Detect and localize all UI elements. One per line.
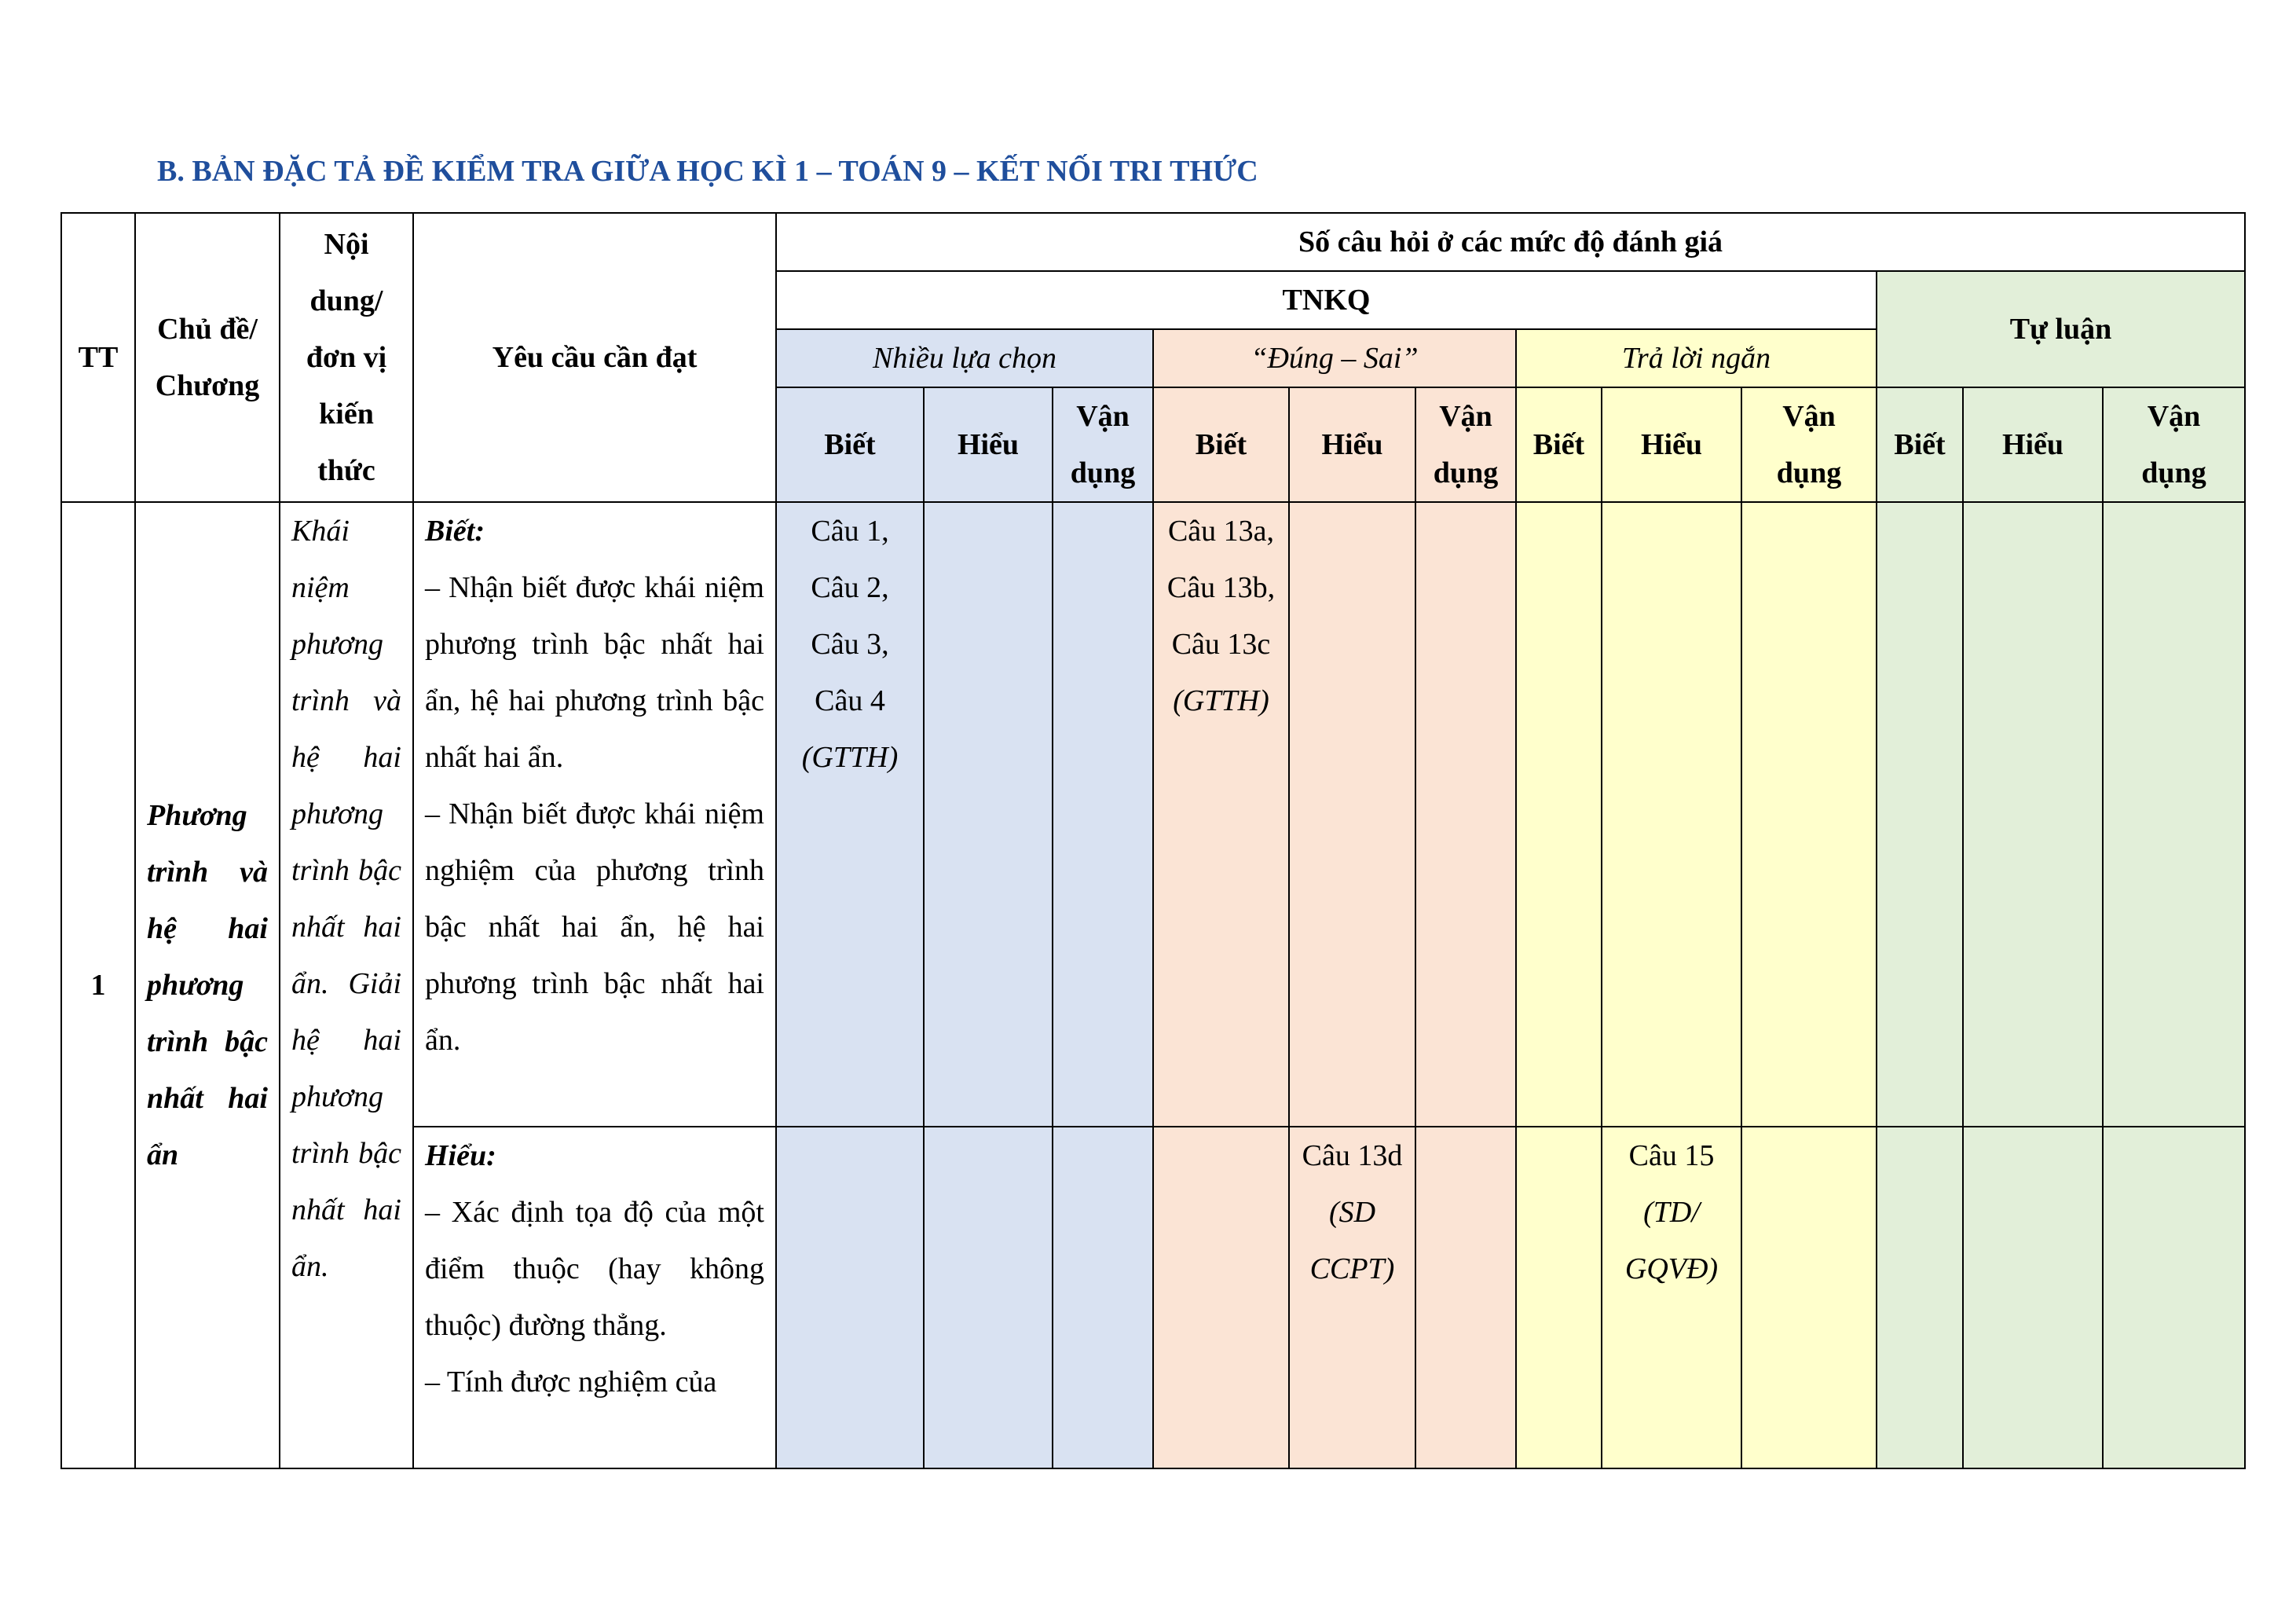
row-chu-de: Phương trình và hệ hai phương trình bậc nhất hai ẩn	[135, 502, 280, 1468]
nlc-biet-tag: (GTTH)	[801, 741, 899, 774]
header-noi-dung: Nội dung/ đơn vị kiến thức	[280, 213, 413, 502]
header-nhieu-lua-chon: Nhiều lựa chọn	[776, 329, 1153, 387]
yeu-cau-biet	[413, 502, 776, 1127]
header-tu-luan: Tự luận	[1877, 271, 2245, 387]
biet-label: Biết:	[425, 515, 485, 548]
header-ds-hieu: Hiểu	[1289, 387, 1415, 502]
header-nlc-biet: Biết	[776, 387, 924, 502]
nlc-biet-questions: Câu 1, Câu 2, Câu 3, Câu 4	[811, 515, 889, 717]
yeu-cau-hieu	[413, 1127, 776, 1468]
header-so-cau-hoi: Số câu hỏi ở các mức độ đánh giá	[776, 213, 2245, 271]
tln-hieu-cell-2	[1602, 1127, 1741, 1468]
tl-hieu-cell	[1963, 502, 2103, 1127]
header-ds-biet: Biết	[1153, 387, 1289, 502]
tln-van-dung-cell-2	[1741, 1127, 1877, 1468]
nlc-van-dung-cell-2	[1053, 1127, 1153, 1468]
tln-hieu-cell	[1602, 502, 1741, 1127]
hieu-line-1: – Xác định tọa độ của một điểm thuộc (hay không thuộc) đường thẳng.	[425, 1196, 764, 1342]
biet-line-2: – Nhận biết được khái niệm nghiệm của phương trình bậc nhất hai ẩn, hệ hai phương trình bậc nhất hai ẩn.	[425, 797, 764, 1057]
header-tnkq: TNKQ	[776, 271, 1877, 329]
tl-hieu-cell-2	[1963, 1127, 2103, 1468]
tln-biet-cell-2	[1516, 1127, 1602, 1468]
ds-van-dung-cell	[1415, 502, 1516, 1127]
header-tl-van-dung: Vận dụng	[2103, 387, 2245, 502]
header-nlc-van-dung: Vận dụng	[1053, 387, 1153, 502]
tl-biet-cell-2	[1877, 1127, 1963, 1468]
ds-biet-cell	[1153, 502, 1289, 1127]
row-noi-dung: Khái niệm phương trình và hệ hai phương trình bậc nhất hai ẩn. Giải hệ hai phương trình bậc nhất hai ẩn.	[280, 502, 413, 1468]
document-title: B. BẢN ĐẶC TẢ ĐỀ KIỂM TRA GIỮA HỌC KÌ 1 – TOÁN 9 – KẾT NỐI TRI THỨC	[157, 155, 1258, 188]
header-yeu-cau: Yêu cầu cần đạt	[413, 213, 776, 502]
header-tt: TT	[61, 213, 135, 502]
header-nlc-hieu: Hiểu	[924, 387, 1053, 502]
hieu-label: Hiểu:	[425, 1139, 496, 1172]
ds-biet-questions: Câu 13a, Câu 13b, Câu 13c	[1166, 515, 1276, 661]
ds-biet-tag: (GTTH)	[1173, 684, 1269, 717]
header-tl-biet: Biết	[1877, 387, 1963, 502]
nlc-hieu-cell-2	[924, 1127, 1053, 1468]
header-tra-loi-ngan: Trả lời ngắn	[1516, 329, 1877, 387]
tln-hieu-tag: (TD/ GQVĐ)	[1624, 1196, 1719, 1285]
header-chu-de: Chủ đề/ Chương	[135, 213, 280, 502]
header-dung-sai: “Đúng – Sai”	[1153, 329, 1516, 387]
tl-van-dung-cell-2	[2103, 1127, 2245, 1468]
row-tt: 1	[61, 502, 135, 1468]
tl-biet-cell	[1877, 502, 1963, 1127]
nlc-biet-cell-2	[776, 1127, 924, 1468]
header-tln-hieu: Hiểu	[1602, 387, 1741, 502]
header-ds-van-dung: Vận dụng	[1415, 387, 1516, 502]
tln-van-dung-cell	[1741, 502, 1877, 1127]
ds-van-dung-cell-2	[1415, 1127, 1516, 1468]
ds-hieu-cell-2	[1289, 1127, 1415, 1468]
ds-hieu-tag: (SD CCPT)	[1309, 1196, 1395, 1285]
hieu-line-2: – Tính được nghiệm của	[425, 1366, 717, 1399]
ds-biet-cell-2	[1153, 1127, 1289, 1468]
ds-hieu-cell	[1289, 502, 1415, 1127]
tln-biet-cell	[1516, 502, 1602, 1127]
header-tln-biet: Biết	[1516, 387, 1602, 502]
nlc-hieu-cell	[924, 502, 1053, 1127]
tl-van-dung-cell	[2103, 502, 2245, 1127]
header-tl-hieu: Hiểu	[1963, 387, 2103, 502]
ds-hieu-questions: Câu 13d	[1302, 1139, 1403, 1172]
spec-table	[60, 212, 2246, 1469]
header-tln-van-dung: Vận dụng	[1741, 387, 1877, 502]
nlc-biet-cell	[776, 502, 924, 1127]
biet-line-1: – Nhận biết được khái niệm phương trình bậc nhất hai ẩn, hệ hai phương trình bậc nhất hai ẩn.	[425, 571, 764, 774]
tln-hieu-questions: Câu 15	[1628, 1139, 1715, 1172]
nlc-van-dung-cell	[1053, 502, 1153, 1127]
